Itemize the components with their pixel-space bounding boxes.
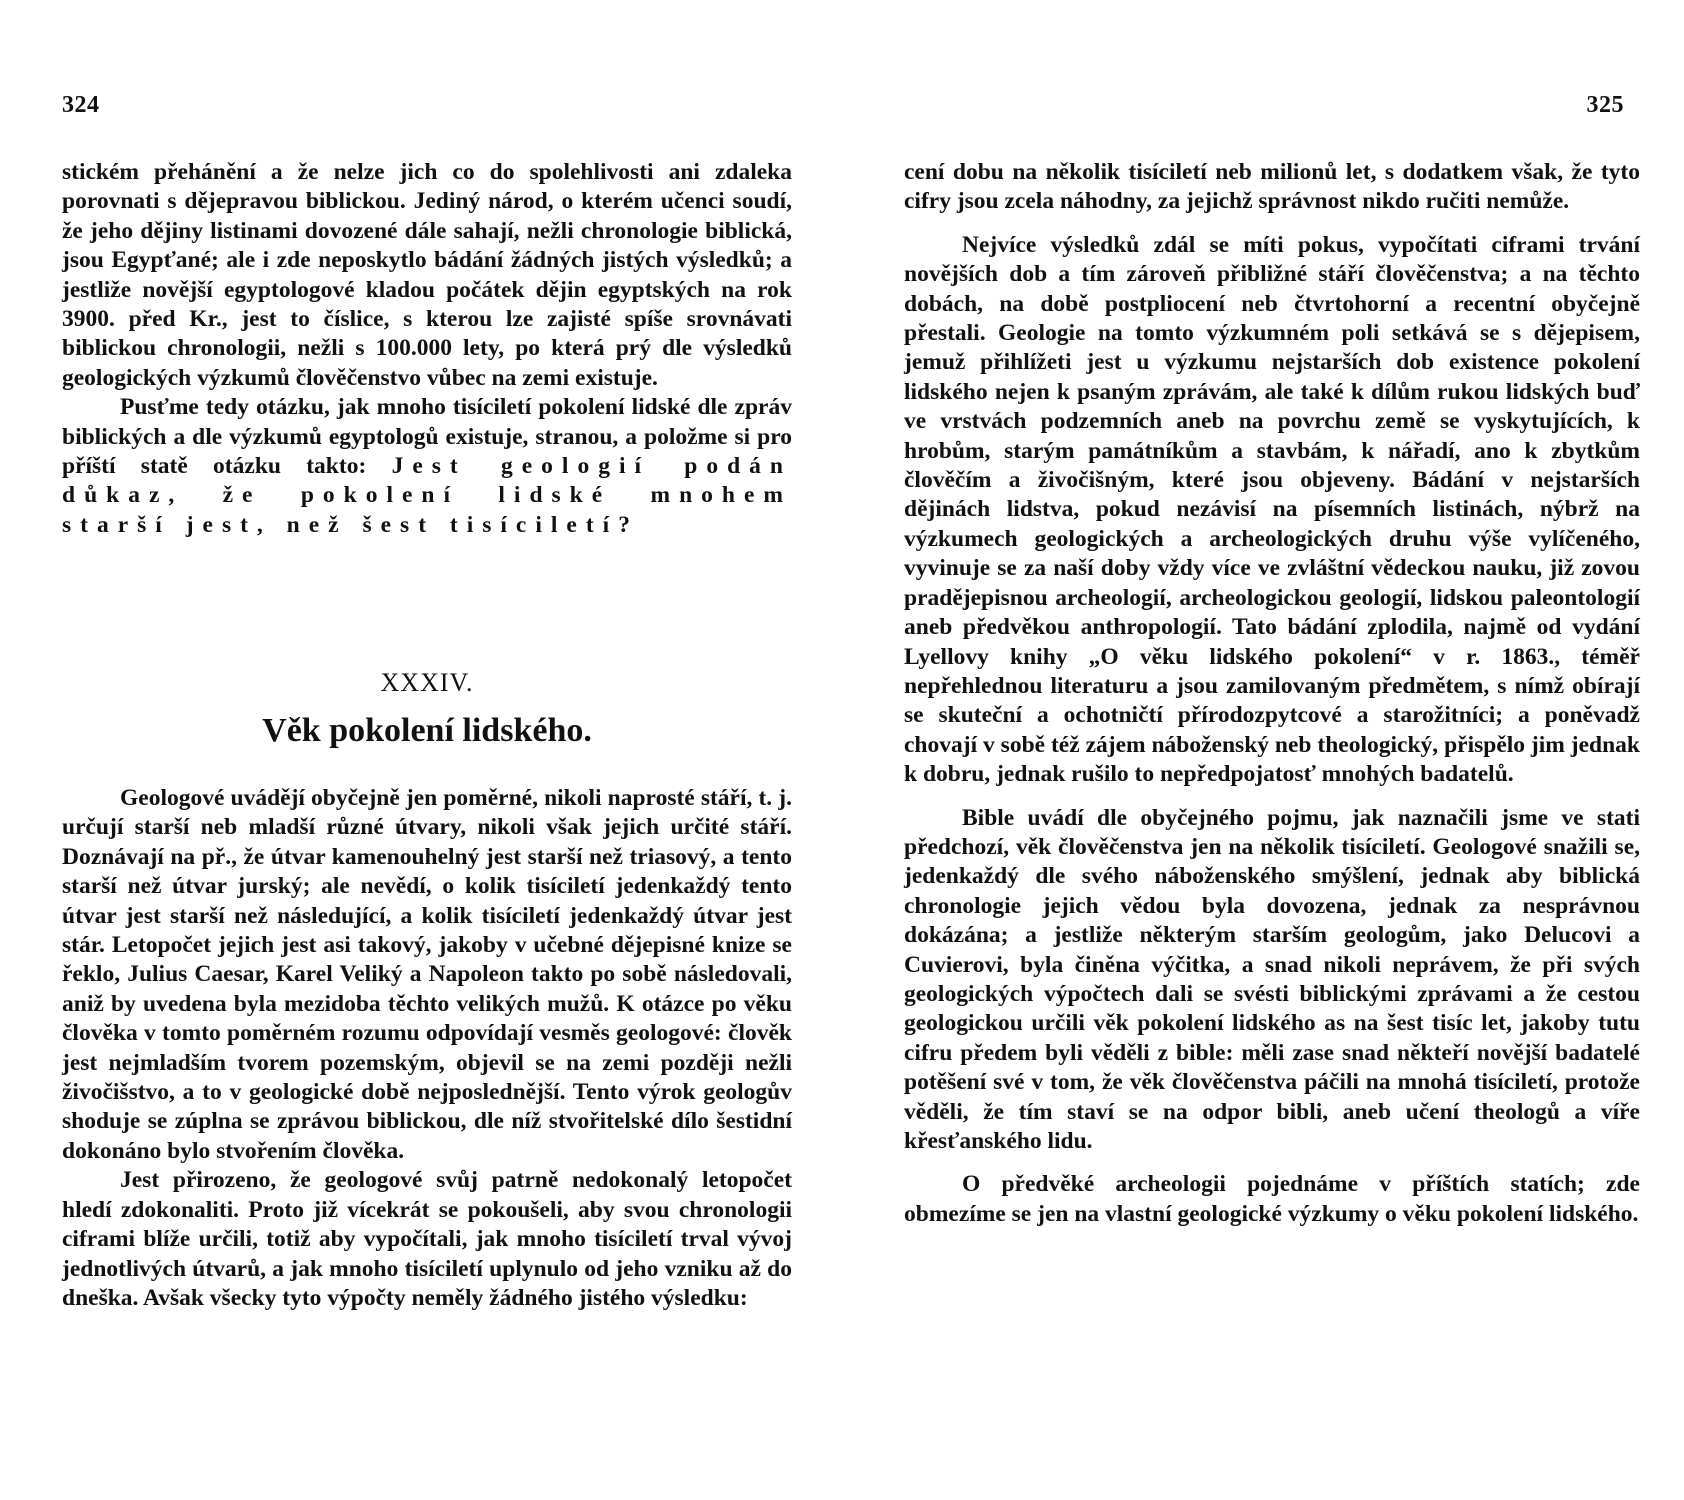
paragraph: Nejvíce výsledků zdál se míti pokus, vypočítati ciframi trvání novějších dob a tím zároveň přibližné stáří člověčenstva; a na těchto dobách, na době postpliocení neb čtvrtohorní a recentní obyčejně přestali. Geologie na tomto výzkumném poli setkává se s dějepisem, jemuž přihlížeti jest u výzkumu nejstarších dob existence pokolení lidského nejen k psaným zprávám, ale také k dílům rukou lidských buď ve vrstvách podzemních aneb na povrchu země se vyskytujících, k hrobům, starým památníkům a stavbám, k nářadí, ano k zbytkům člověčím a živočišným, které jsou objeveny. Bádání v nejstarších dějinách lidstva, pokud nezávisí na písemních listinách, nýbrž na výzkumech geologických a archeologických druhu výše vylíčeného, vyvinuje se za naší doby vždy více ve zvláštní vědeckou nauku, již zovou pradějepisnou archeologií, archeologickou geologií, lidskou paleontologií aneb předvěkou anthropologií. Tato bádání zplodila, najmě od vydání Lyellovy knihy „O věku lidského pokolení“ v r. 1863., téměř nepřehlednou literaturu a jsou zamilovaným předmětem, s nímž obírají se skuteční a ochotničtí přírodozpytcové a starožitníci; a poněvadž chovají v sobě též zájem náboženský neb theologický, přispělo jim jednak k dobru, jednak rušilo to nepředpojatosť mnohých badatelů.: [904, 231, 1640, 788]
question-spaced-text: Jest geologií podán důkaz, že pokolení lidské mnohem starší jest, než šest tisíciletí?: [62, 453, 792, 538]
left-top-text: [62, 158, 792, 540]
paragraph: O předvěké archeologii pojednáme v příštích statích; zde obmezíme se jen na vlastní geologické výzkumy o věku pokolení lidského.: [904, 1171, 1640, 1227]
chapter-numeral: XXXIV.: [380, 668, 474, 697]
paragraph: cení dobu na několik tisíciletí neb milionů let, s dodatkem však, že tyto cifry jsou zcela náhodny, za jejichž správnost nikdo ručiti nemůže.: [904, 159, 1640, 215]
question-intro: Pusťme tedy otázku, jak mnoho tisíciletí pokolení lidské dle zpráv biblických a dle výzkumů egyptologů existuje, stranou, a položme si pro příští statě otázku takto:: [62, 394, 792, 480]
right-text: [904, 158, 1640, 1229]
page-number-left: 324: [62, 92, 100, 118]
right-page: [842, 0, 1684, 1500]
left-bottom-text: [62, 784, 792, 1313]
chapter-title: Věk pokolení lidského.: [262, 712, 592, 749]
paragraph: Geologové uvádějí obyčejně jen poměrné, nikoli naprosté stáří, t. j. určují starší neb mladší různé útvary, nikoli však jejich určité stáří. Doznávají na př., že útvar kamenouhelný jest starší než triasový, a tento starší než útvar jurský; ale nevědí, o kolik tisíciletí jedenkaždý tento útvar jest starší než následující, a kolik tisíciletí jedenkaždý útvar jest stár. Letopočet jejich jest asi takový, jakoby v učebné dějepisné knize se řeklo, Julius Caesar, Karel Veliký a Napoleon takto po sobě následovali, aniž by uvedena byla mezidoba těchto velikých mužů. K otázce po věku člověka v tomto poměrném rozumu odpovídají vesměs geologové: člověk jest nejmladším tvorem pozemským, objevil se na zemi později nežli živočišstvo, a to v geologické době nejposlednější. Tento výrok geologův shoduje se zúplna se zprávou biblickou, dle níž stvořitelské dílo šestidní dokonáno bylo stvořením člověka.: [62, 785, 792, 1164]
paragraph: stickém přehánění a že nelze jich co do spolehlivosti ani zdaleka porovnati s dějepravou biblickou. Jediný národ, o kterém učenci soudí, že jeho dějiny listinami dovozené dále sahají, nežli chronologie biblická, jsou Egypťané; ale i zde neposkytlo bádání žádných jistých výsledků; a jestliže novější egyptologové kladou počátek dějin egyptských na rok 3900. před Kr., jest to číslice, s kterou lze zajisté spíše srovnávati biblickou chronologii, nežli s 100.000 lety, po která prý dle výsledků geologických výzkumů člověčenstvo vůbec na zemi existuje.: [62, 159, 792, 391]
page-number-right: 325: [1586, 92, 1624, 118]
paragraph: Bible uvádí dle obyčejného pojmu, jak naznačili jsme ve stati předchozí, věk člověčenstva jen na několik tisíciletí. Geologové snažili se, jedenkaždý dle svého náboženského smýšlení, jednak aby biblická chronologie jejich vědou byla dovozena, jednak za nesprávnou dokázána; a jestliže některým starším geologům, jako Delucovi a Cuvierovi, byla činěna výčitka, a snad nikoli neprávem, že při svých geologických výpočtech dali se svésti biblickými zprávami a že cestou geologickou určili věk pokolení lidského as na šest tisíc let, jakoby tutu cifru předem byli věděli z bible: měli zase snad někteří novější badatelé potěšení své v tom, že věk člověčenstva páčili na mnohá tisíciletí, protože věděli, že tím staví se na odpor bibli, aneb učení theologů a víře křesťanského lidu.: [904, 804, 1640, 1154]
question-paragraph: [62, 393, 792, 540]
paragraph: Jest přirozeno, že geologové svůj patrně nedokonalý letopočet hledí zdokonaliti. Proto již vícekrát se pokoušeli, aby svou chronologii ciframi blíže určili, totiž aby vypočítali, jak mnoho tisíciletí trval vývoj jednotlivých útvarů, a jak mnoho tisíciletí uplynulo od jeho vzniku až do dneška. Avšak všecky tyto výpočty neměly žádného jistého výsledku:: [62, 1167, 792, 1311]
